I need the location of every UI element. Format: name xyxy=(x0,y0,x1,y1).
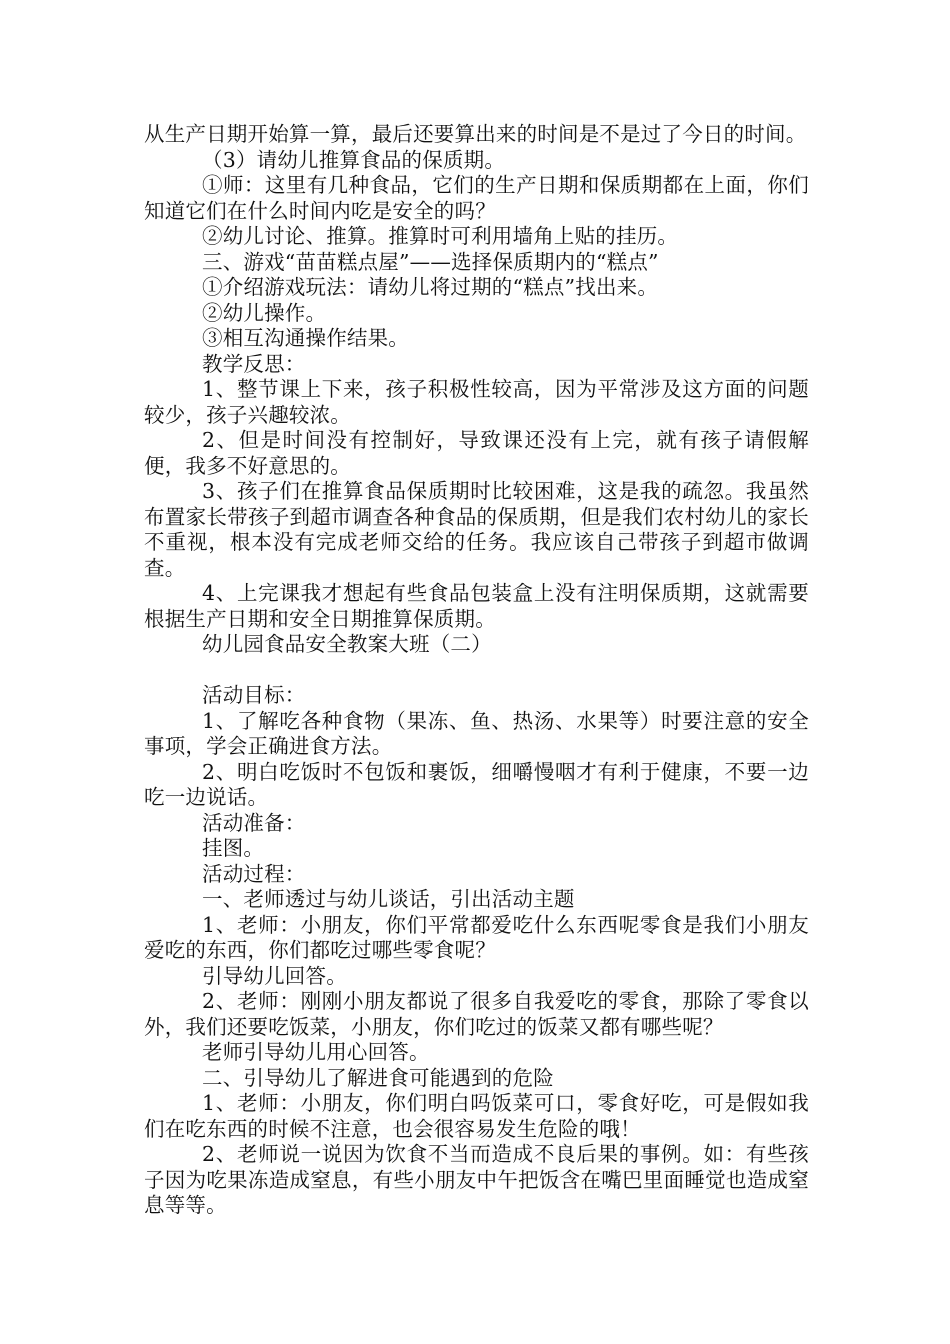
paragraph: 4、上完课我才想起有些食品包装盒上没有注明保质期，这就需要根据生产日期和安全日期推算保质期。 xyxy=(144,581,809,631)
paragraph: （3）请幼儿推算食品的保质期。 xyxy=(202,147,506,172)
section-heading: 三、游戏“苗苗糕点屋”——选择保质期内的“糕点” xyxy=(202,249,659,274)
paragraph: 1、整节课上下来，孩子积极性较高，因为平常涉及这方面的问题较少，孩子兴趣较浓。 xyxy=(144,377,809,427)
paragraph: ②幼儿操作。 xyxy=(202,300,327,325)
paragraph: 挂图。 xyxy=(202,836,265,860)
paragraph: 引导幼儿回答。 xyxy=(202,963,347,988)
paragraph: 2、但是时间没有控制好，导致课还没有上完，就有孩子请假解便，我多不好意思的。 xyxy=(144,428,809,478)
paragraph: 3、孩子们在推算食品保质期时比较困难，这是我的疏忽。我虽然布置家长带孩子到超市调查各种食品的保质期，但是我们农村幼儿的家长不重视，根本没有完成老师交给的任务。我应该自己带孩子到超市做调查。 xyxy=(144,479,809,580)
paragraph: 老师引导幼儿用心回答。 xyxy=(202,1040,430,1064)
paragraph: 1、老师：小朋友，你们明白吗饭菜可口，零食好吃，可是假如我们在吃东西的时候不注意，也会很容易发生危险的哦！ xyxy=(144,1091,809,1141)
section-heading: 活动过程： xyxy=(202,861,306,886)
paragraph: ③相互沟通操作结果。 xyxy=(202,326,409,350)
paragraph: ②幼儿讨论、推算。推算时可利用墙角上贴的挂历。 xyxy=(202,224,679,248)
section-heading: 教学反思： xyxy=(202,351,306,376)
section-heading: 活动目标： xyxy=(202,683,306,707)
paragraph: 2、老师说一说因为饮食不当而造成不良后果的事例。如：有些孩子因为吃果冻造成窒息，有些小朋友中午把饭含在嘴巴里面睡觉也造成窒息等等。 xyxy=(144,1142,809,1217)
paragraph: 1、了解吃各种食物（果冻、鱼、热汤、水果等）时要注意的安全事项，学会正确进食方法。 xyxy=(144,708,809,758)
document-body xyxy=(144,122,809,1219)
paragraph: 2、老师：刚刚小朋友都说了很多自我爱吃的零食，那除了零食以外，我们还要吃饭菜，小朋友，你们吃过的饭菜又都有哪些呢？ xyxy=(144,989,809,1039)
section-heading: 活动准备： xyxy=(202,810,306,835)
paragraph: ①师：这里有几种食品，它们的生产日期和保质期都在上面，你们知道它们在什么时间内吃是安全的吗？ xyxy=(144,173,809,223)
blank-line xyxy=(144,658,809,684)
paragraph: 2、明白吃饭时不包饭和裹饭，细嚼慢咽才有利于健康，不要一边吃一边说话。 xyxy=(144,759,809,809)
section-heading: 一、老师透过与幼儿谈话，引出活动主题 xyxy=(202,887,575,911)
paragraph: 1、老师：小朋友，你们平常都爱吃什么东西呢零食是我们小朋友爱吃的东西，你们都吃过哪些零食呢？ xyxy=(144,912,809,962)
paragraph: ①介绍游戏玩法：请幼儿将过期的“糕点”找出来。 xyxy=(202,275,659,299)
section-heading: 二、引导幼儿了解进食可能遇到的危险 xyxy=(202,1065,554,1090)
document-title: 幼儿园食品安全教案大班（二） xyxy=(202,632,492,656)
paragraph: 从生产日期开始算一算，最后还要算出来的时间是不是过了今日的时间。 xyxy=(144,122,807,146)
